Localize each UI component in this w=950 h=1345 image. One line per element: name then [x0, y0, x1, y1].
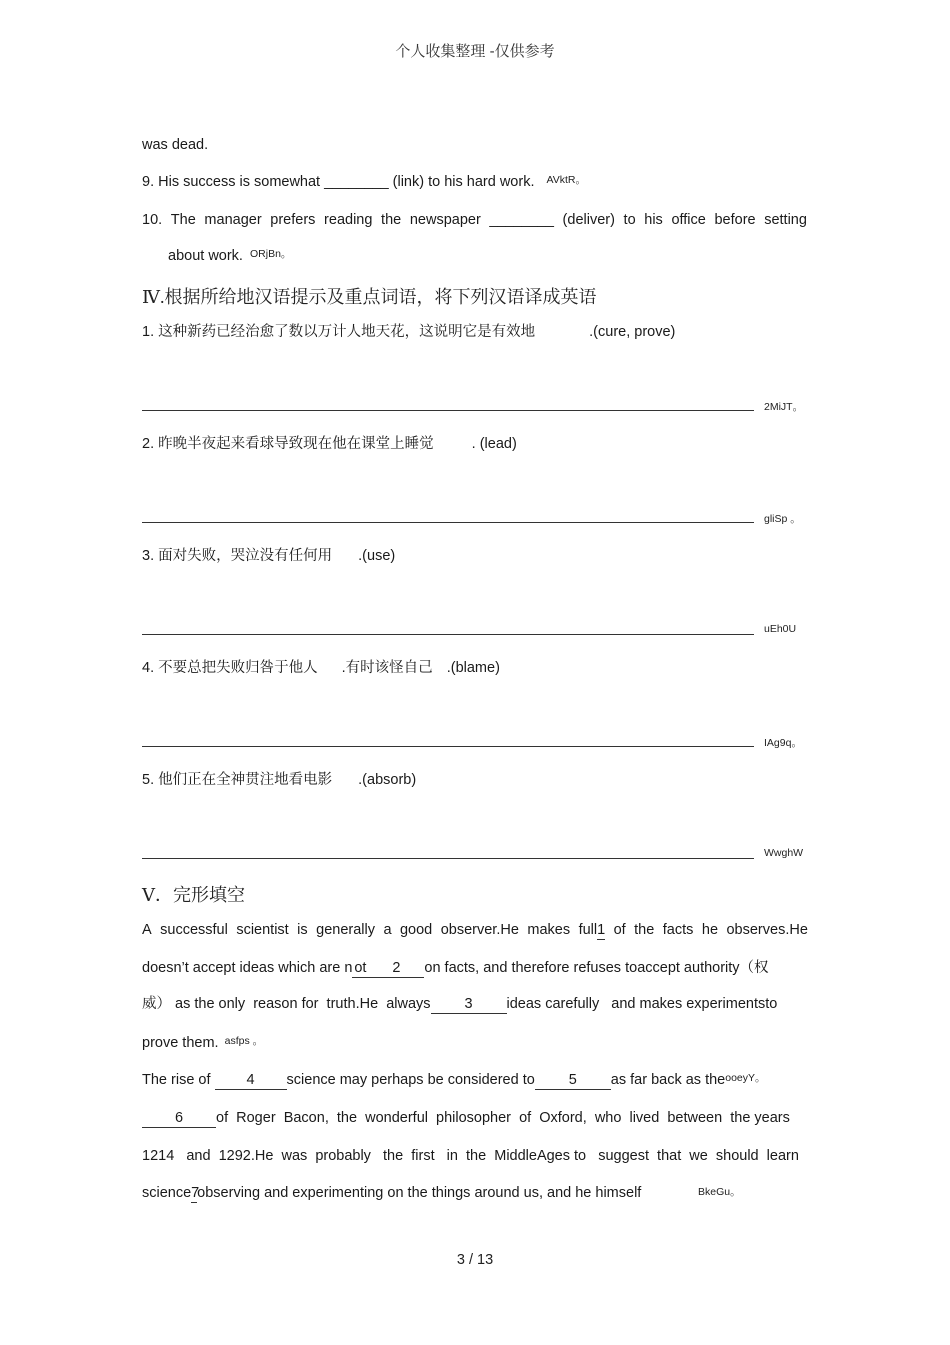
question-10-word: The: [170, 212, 196, 228]
cloze-p2-line-3: 1214 and 1292.He was probably the first in the MiddleAges to suggest that we should learn: [142, 1148, 799, 1164]
cloze-p1-l3-a: 威） as the only reason for truth.He always: [142, 996, 431, 1012]
cloze-p1-l2-d: accept authority（权: [637, 960, 769, 976]
question-10-word: his: [644, 212, 663, 228]
cloze-p1-word: A: [142, 922, 152, 938]
cloze-p1-word: a: [383, 922, 392, 938]
cloze-blank-1[interactable]: 1: [597, 922, 606, 938]
cloze-p1-word: generally: [316, 922, 375, 938]
cloze-blank-6[interactable]: 6: [142, 1110, 216, 1128]
cloze-p1-line-2: [142, 958, 769, 978]
cloze-p1-word: observes.He: [726, 922, 808, 938]
cloze-p1-word: makes: [527, 922, 571, 938]
question-10-word: prefers: [270, 212, 316, 228]
translation-item-3: [142, 546, 395, 566]
answer-line-3[interactable]: [142, 634, 754, 635]
cloze-p2-l1-a: The rise of: [142, 1072, 211, 1088]
translation-item-4-hint: .有时该怪自己: [341, 660, 433, 676]
answer-line-2[interactable]: [142, 522, 754, 523]
cloze-p1-word: he: [701, 922, 719, 938]
question-10-word: the: [381, 212, 402, 228]
cloze-p1-line-4: [142, 1033, 263, 1054]
question-10-code: ORjBn。: [250, 248, 292, 260]
answer-line-4-code: IAg9q。: [764, 737, 802, 749]
question-10-word: to: [623, 212, 636, 228]
answer-line-4[interactable]: [142, 746, 754, 747]
translation-item-1: [142, 322, 675, 342]
answer-line-1-code: 2MiJT。: [764, 401, 804, 413]
line-was-dead: was dead.: [142, 137, 209, 153]
answer-line-5[interactable]: [142, 858, 754, 859]
section-4-title: Ⅳ.根据所给地汉语提示及重点词语，将下列汉语译成英语: [142, 287, 597, 307]
question-10-cont-text: about work.: [168, 248, 243, 264]
cloze-p2-l4-a: science: [142, 1185, 192, 1201]
translation-item-1-text: 1. 这种新药已经治愈了数以万计人地天花，这说明它是有效地: [142, 324, 536, 340]
question-10-word: office: [671, 212, 706, 228]
cloze-p1-word: successful: [160, 922, 228, 938]
translation-item-3-hint: .(use): [358, 548, 396, 564]
cloze-p1-word: is: [297, 922, 308, 938]
cloze-blank-3[interactable]: 3: [431, 996, 507, 1014]
cloze-blank-5[interactable]: 5: [535, 1072, 611, 1090]
cloze-p2-l1-c: as far back as the: [610, 1072, 726, 1088]
translation-item-4-hint-2: .(blame): [446, 660, 500, 676]
cloze-p1-l3-c: to: [765, 996, 778, 1012]
question-10-continuation: [168, 246, 291, 267]
cloze-p1-word: scientist: [236, 922, 289, 938]
cloze-p1-word: observer.He: [440, 922, 519, 938]
answer-line-3-code: uEh0U: [764, 623, 797, 635]
translation-item-1-hint: .(cure, prove): [589, 324, 676, 340]
question-10-word: newspaper: [409, 212, 481, 228]
cloze-p1-l2-b: ot: [354, 960, 367, 976]
question-9-text: 9. His success is somewhat ________ (link) to his hard work.: [142, 174, 535, 190]
cloze-p1-word: full: [578, 922, 598, 938]
question-9: [142, 172, 586, 193]
cloze-word-with-blank: [579, 920, 606, 940]
cloze-p1-line-1: [142, 920, 808, 940]
section-5-title: Ⅴ．完形填空: [142, 885, 245, 905]
cloze-p1-code: asfps 。: [224, 1035, 264, 1047]
translation-item-2-hint: . (lead): [471, 436, 517, 452]
page-number: 3 / 13: [456, 1252, 494, 1268]
cloze-p2-code-2: BkeGu。: [698, 1186, 741, 1198]
answer-line-5-code: WwghW: [764, 847, 804, 859]
translation-item-3-text: 3. 面对失败，哭泣没有任何用: [142, 548, 333, 564]
translation-item-2-text: 2. 昨晚半夜起来看球导致现在他在课堂上睡觉: [142, 436, 434, 452]
question-10-word: 10.: [142, 212, 163, 228]
translation-item-5-text: 5. 他们正在全神贯注地看电影: [142, 772, 333, 788]
translation-item-4: [142, 658, 500, 678]
cloze-p1-word: of: [613, 922, 626, 938]
cloze-blank-7[interactable]: 7: [191, 1185, 200, 1201]
question-10-word: setting: [764, 212, 807, 228]
translation-item-4-text: 4. 不要总把失败归咎于他人: [142, 660, 318, 676]
answer-line-2-code: gliSp 。: [764, 513, 801, 525]
question-10-word: before: [714, 212, 756, 228]
translation-item-2: [142, 434, 517, 454]
cloze-p2-line-4: [142, 1183, 641, 1203]
cloze-p2-code: ooeyY。: [725, 1072, 766, 1084]
cloze-p1-word: facts: [662, 922, 694, 938]
answer-line-1[interactable]: [142, 410, 754, 411]
cloze-p1-word: the: [634, 922, 655, 938]
cloze-p1-l4-text: prove them.: [142, 1035, 219, 1051]
cloze-blank-2[interactable]: 2: [368, 960, 424, 978]
question-10-word: ________: [489, 212, 554, 228]
page-header: 个人收集整理 -仅供参考: [395, 43, 555, 60]
cloze-p1-l2-c: on facts, and therefore refuses to: [424, 960, 638, 976]
question-10-word: reading: [324, 212, 373, 228]
question-10-word: (deliver): [562, 212, 615, 228]
cloze-p2-line-2: [142, 1108, 790, 1128]
cloze-p1-l2-a: doesn’t accept ideas which are n: [142, 960, 353, 976]
cloze-p2-l2-text: of Roger Bacon, the wonderful philosopher of Oxford, who lived between the years: [216, 1110, 790, 1126]
cloze-p1-line-3: [142, 994, 777, 1014]
cloze-p2-l1-b: science may perhaps be considered to: [286, 1072, 535, 1088]
cloze-p1-l3-b: ideas carefully and makes experiments: [506, 996, 766, 1012]
translation-item-5: [142, 770, 416, 790]
translation-item-5-hint: .(absorb): [358, 772, 417, 788]
cloze-blank-4[interactable]: 4: [215, 1072, 287, 1090]
cloze-p1-word: good: [399, 922, 433, 938]
question-9-code: AVktR。: [546, 174, 586, 186]
cloze-p2-l4-b: observing and experimenting on the things around us, and he himself: [197, 1185, 642, 1201]
question-10: [142, 210, 807, 230]
question-10-word: manager: [204, 212, 262, 228]
cloze-p2-line-1: [142, 1070, 766, 1091]
